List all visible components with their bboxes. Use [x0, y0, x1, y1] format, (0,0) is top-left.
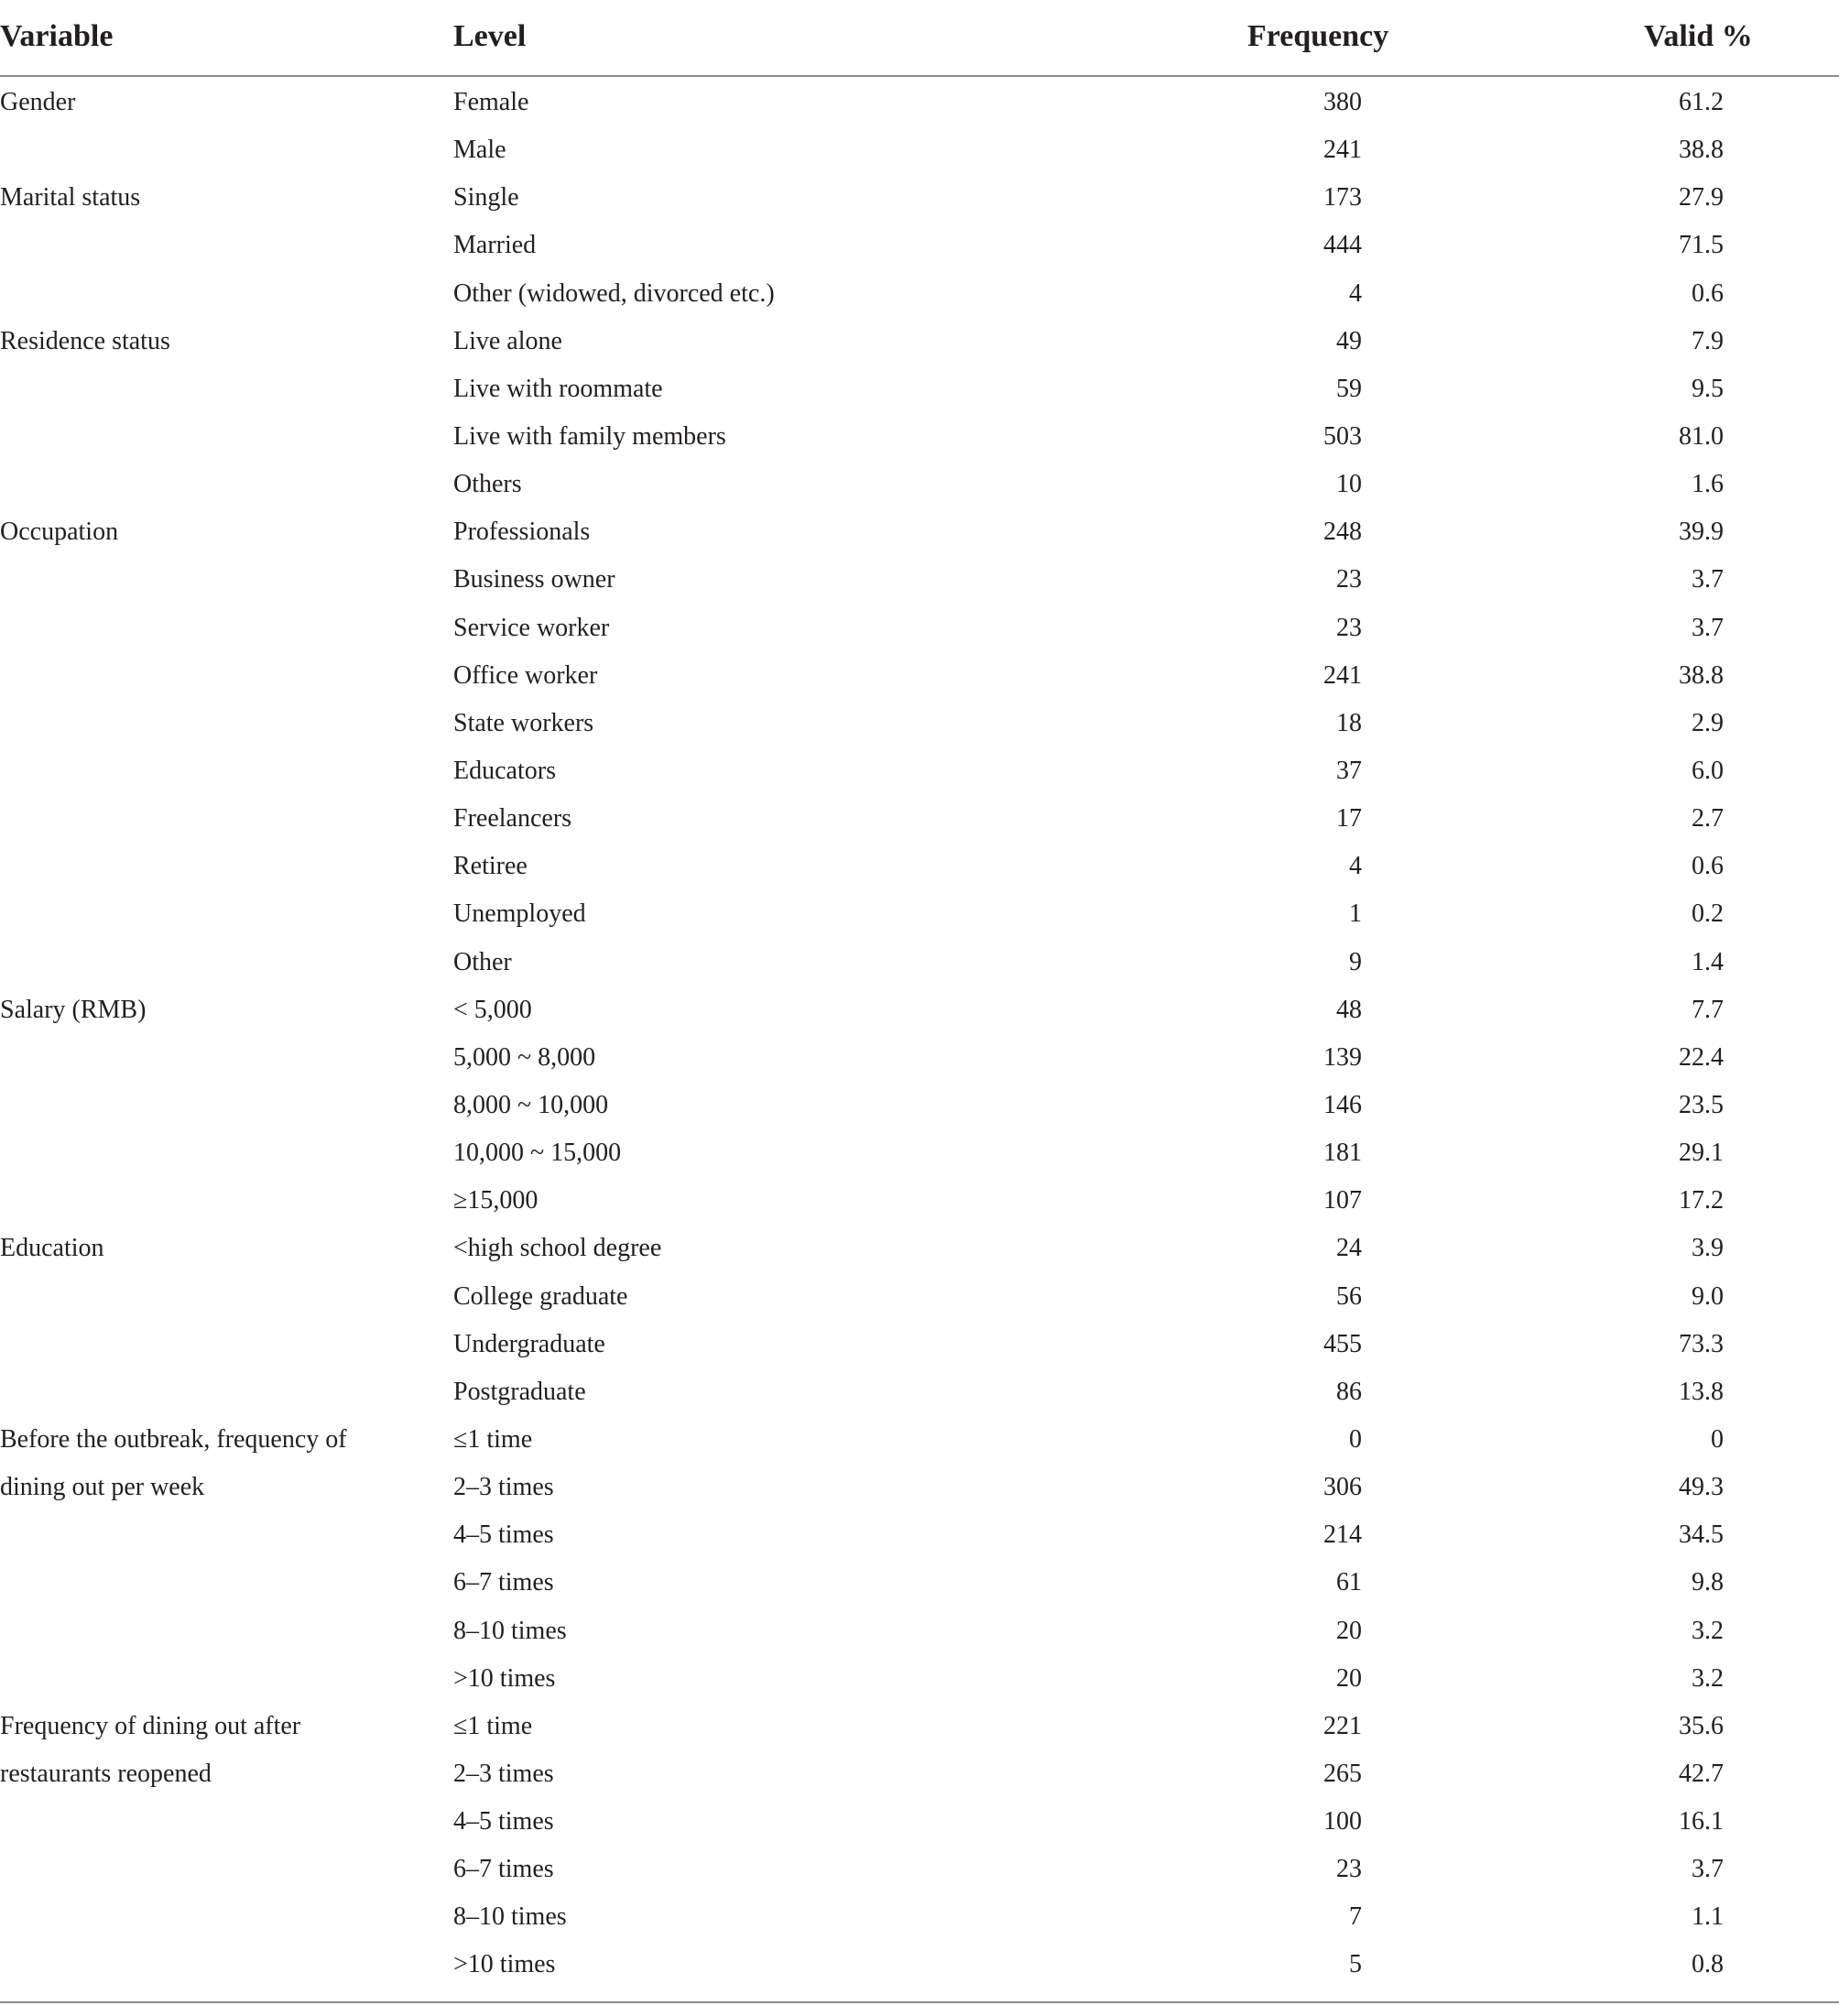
cell-level: Live with roommate [453, 374, 663, 403]
table-row [0, 843, 1839, 890]
cell-frequency: 5 [1349, 1950, 1362, 1979]
cell-level: >10 times [453, 1663, 556, 1693]
table-row [0, 413, 1839, 461]
table-row [0, 1034, 1839, 1082]
table-row [0, 270, 1839, 318]
cell-frequency: 181 [1323, 1139, 1362, 1168]
cell-valid-percent: 7.9 [1692, 326, 1724, 355]
cell-variable: dining out per week [0, 1473, 205, 1502]
table-row [0, 1464, 1839, 1511]
cell-level: ≤1 time [453, 1424, 533, 1454]
cell-valid-percent: 0.2 [1692, 899, 1724, 929]
cell-frequency: 48 [1336, 995, 1362, 1024]
cell-frequency: 61 [1336, 1568, 1362, 1597]
cell-level: 6–7 times [453, 1855, 554, 1884]
cell-valid-percent: 29.1 [1679, 1139, 1724, 1168]
cell-level: 4–5 times [453, 1520, 554, 1550]
table-row [0, 1893, 1839, 1941]
table-row [0, 1607, 1839, 1655]
cell-valid-percent: 0.6 [1692, 852, 1724, 881]
header-valid-percent: Valid % [1644, 19, 1753, 53]
cell-variable: Before the outbreak, frequency of [0, 1424, 347, 1454]
cell-frequency: 49 [1336, 326, 1362, 355]
cell-level: Others [453, 470, 522, 499]
cell-valid-percent: 34.5 [1679, 1520, 1724, 1550]
cell-frequency: 4 [1349, 852, 1362, 881]
cell-valid-percent: 27.9 [1679, 183, 1724, 212]
table-row [0, 1511, 1839, 1559]
cell-valid-percent: 1.1 [1692, 1902, 1724, 1932]
cell-level: ≥15,000 [453, 1186, 539, 1215]
table-row [0, 126, 1839, 174]
table-row [0, 605, 1839, 652]
cell-valid-percent: 39.9 [1679, 518, 1724, 547]
cell-level: Male [453, 136, 506, 165]
cell-valid-percent: 2.7 [1692, 804, 1724, 834]
table-row [0, 508, 1839, 556]
cell-level: Educators [453, 756, 556, 785]
cell-variable: Frequency of dining out after [0, 1711, 301, 1740]
cell-variable: restaurants reopened [0, 1759, 212, 1788]
cell-level: Other (widowed, divorced etc.) [453, 278, 775, 308]
cell-valid-percent: 9.5 [1692, 374, 1724, 403]
cell-frequency: 306 [1323, 1473, 1362, 1502]
cell-valid-percent: 1.6 [1692, 470, 1724, 499]
cell-valid-percent: 3.2 [1692, 1616, 1724, 1645]
cell-level: 5,000 ~ 8,000 [453, 1042, 596, 1072]
cell-variable: Marital status [0, 183, 141, 212]
cell-level: Undergraduate [453, 1329, 605, 1358]
table-row [0, 79, 1839, 126]
table-header [0, 0, 1839, 77]
cell-valid-percent: 71.5 [1679, 231, 1724, 260]
cell-level: 8–10 times [453, 1902, 567, 1932]
cell-level: ≤1 time [453, 1711, 533, 1740]
table-row [0, 652, 1839, 700]
cell-level: 10,000 ~ 15,000 [453, 1139, 622, 1168]
cell-valid-percent: 61.2 [1679, 88, 1724, 116]
cell-frequency: 9 [1349, 947, 1362, 976]
cell-valid-percent: 9.0 [1692, 1281, 1724, 1311]
cell-frequency: 380 [1323, 88, 1362, 116]
cell-level: Live alone [453, 326, 562, 355]
table-row [0, 1941, 1839, 1989]
cell-level: Postgraduate [453, 1377, 586, 1406]
cell-valid-percent: 38.8 [1679, 660, 1724, 690]
cell-frequency: 139 [1323, 1042, 1362, 1072]
cell-valid-percent: 2.9 [1692, 708, 1724, 737]
cell-frequency: 23 [1336, 613, 1362, 642]
cell-variable: Education [0, 1234, 104, 1263]
cell-frequency: 173 [1323, 183, 1362, 212]
cell-frequency: 20 [1336, 1616, 1362, 1645]
cell-frequency: 221 [1323, 1711, 1362, 1740]
table-row [0, 1846, 1839, 1893]
cell-level: Other [453, 947, 512, 976]
table-row [0, 795, 1839, 843]
table-row [0, 318, 1839, 365]
table-row [0, 461, 1839, 508]
cell-frequency: 241 [1323, 660, 1362, 690]
cell-valid-percent: 3.7 [1692, 613, 1724, 642]
cell-frequency: 20 [1336, 1663, 1362, 1693]
table-row [0, 1273, 1839, 1321]
table-row [0, 1655, 1839, 1703]
cell-frequency: 23 [1336, 565, 1362, 594]
cell-frequency: 24 [1336, 1234, 1362, 1263]
cell-valid-percent: 0 [1711, 1424, 1724, 1454]
cell-frequency: 100 [1323, 1807, 1362, 1836]
cell-frequency: 18 [1336, 708, 1362, 737]
table-row [0, 939, 1839, 986]
table-row [0, 1750, 1839, 1798]
cell-valid-percent: 0.8 [1692, 1950, 1724, 1979]
cell-frequency: 265 [1323, 1759, 1362, 1788]
cell-valid-percent: 17.2 [1679, 1186, 1724, 1215]
cell-valid-percent: 3.7 [1692, 1855, 1724, 1884]
cell-frequency: 37 [1336, 756, 1362, 785]
cell-frequency: 59 [1336, 374, 1362, 403]
table-row [0, 365, 1839, 413]
header-level: Level [453, 19, 527, 53]
cell-level: 4–5 times [453, 1807, 554, 1836]
cell-level: 8,000 ~ 10,000 [453, 1090, 609, 1119]
table-row [0, 1416, 1839, 1464]
cell-variable: Gender [0, 88, 76, 116]
cell-level: <high school degree [453, 1234, 662, 1263]
cell-frequency: 86 [1336, 1377, 1362, 1406]
cell-valid-percent: 49.3 [1679, 1473, 1724, 1502]
table-row [0, 1225, 1839, 1272]
table-row [0, 222, 1839, 269]
cell-level: Live with family members [453, 421, 726, 451]
cell-level: 2–3 times [453, 1759, 554, 1788]
cell-frequency: 7 [1349, 1902, 1362, 1932]
cell-level: Business owner [453, 565, 615, 594]
cell-valid-percent: 73.3 [1679, 1329, 1724, 1358]
table-row [0, 986, 1839, 1034]
cell-level: Professionals [453, 518, 591, 547]
cell-valid-percent: 38.8 [1679, 136, 1724, 165]
cell-valid-percent: 6.0 [1692, 756, 1724, 785]
table-row [0, 174, 1839, 222]
table-row [0, 700, 1839, 747]
cell-level: Retiree [453, 852, 528, 881]
cell-frequency: 17 [1336, 804, 1362, 834]
cell-valid-percent: 3.2 [1692, 1663, 1724, 1693]
cell-level: >10 times [453, 1950, 556, 1979]
cell-valid-percent: 35.6 [1679, 1711, 1724, 1740]
cell-level: Unemployed [453, 899, 586, 929]
cell-level: College graduate [453, 1281, 628, 1311]
cell-level: Freelancers [453, 804, 572, 834]
cell-frequency: 248 [1323, 518, 1362, 547]
cell-level: Female [453, 88, 529, 116]
table-row [0, 1798, 1839, 1846]
cell-frequency: 1 [1349, 899, 1362, 929]
table-row [0, 1129, 1839, 1177]
table-bottom-rule [0, 2001, 1839, 2003]
table-row [0, 1321, 1839, 1368]
cell-frequency: 56 [1336, 1281, 1362, 1311]
cell-valid-percent: 9.8 [1692, 1568, 1724, 1597]
cell-level: 2–3 times [453, 1473, 554, 1502]
table-row [0, 1559, 1839, 1607]
cell-frequency: 23 [1336, 1855, 1362, 1884]
cell-level: Service worker [453, 613, 610, 642]
cell-valid-percent: 1.4 [1692, 947, 1724, 976]
cell-valid-percent: 42.7 [1679, 1759, 1724, 1788]
cell-valid-percent: 16.1 [1679, 1807, 1724, 1836]
cell-valid-percent: 13.8 [1679, 1377, 1724, 1406]
cell-level: State workers [453, 708, 594, 737]
cell-valid-percent: 81.0 [1679, 421, 1724, 451]
table-row [0, 1082, 1839, 1129]
cell-frequency: 444 [1323, 231, 1362, 260]
table-row [0, 747, 1839, 795]
cell-valid-percent: 0.6 [1692, 278, 1724, 308]
header-variable: Variable [0, 19, 114, 53]
cell-level: < 5,000 [453, 995, 532, 1024]
cell-frequency: 455 [1323, 1329, 1362, 1358]
cell-frequency: 146 [1323, 1090, 1362, 1119]
header-frequency: Frequency [1247, 19, 1389, 53]
cell-valid-percent: 7.7 [1692, 995, 1724, 1024]
cell-valid-percent: 3.9 [1692, 1234, 1724, 1263]
cell-variable: Residence status [0, 326, 170, 355]
table-row [0, 1368, 1839, 1416]
cell-frequency: 0 [1349, 1424, 1362, 1454]
cell-frequency: 214 [1323, 1520, 1362, 1550]
cell-frequency: 503 [1323, 421, 1362, 451]
cell-level: Single [453, 183, 519, 212]
cell-valid-percent: 23.5 [1679, 1090, 1724, 1119]
cell-frequency: 10 [1336, 470, 1362, 499]
cell-frequency: 107 [1323, 1186, 1362, 1215]
cell-level: Married [453, 231, 537, 260]
cell-valid-percent: 3.7 [1692, 565, 1724, 594]
cell-level: 6–7 times [453, 1568, 554, 1597]
table-row [0, 1703, 1839, 1750]
cell-level: Office worker [453, 660, 598, 690]
cell-frequency: 4 [1349, 278, 1362, 308]
table-row [0, 556, 1839, 604]
cell-variable: Salary (RMB) [0, 995, 147, 1024]
table-row [0, 890, 1839, 938]
table-row [0, 1177, 1839, 1225]
cell-valid-percent: 22.4 [1679, 1042, 1724, 1072]
cell-level: 8–10 times [453, 1616, 567, 1645]
cell-frequency: 241 [1323, 136, 1362, 165]
cell-variable: Occupation [0, 518, 119, 547]
table-body [0, 77, 1839, 1989]
